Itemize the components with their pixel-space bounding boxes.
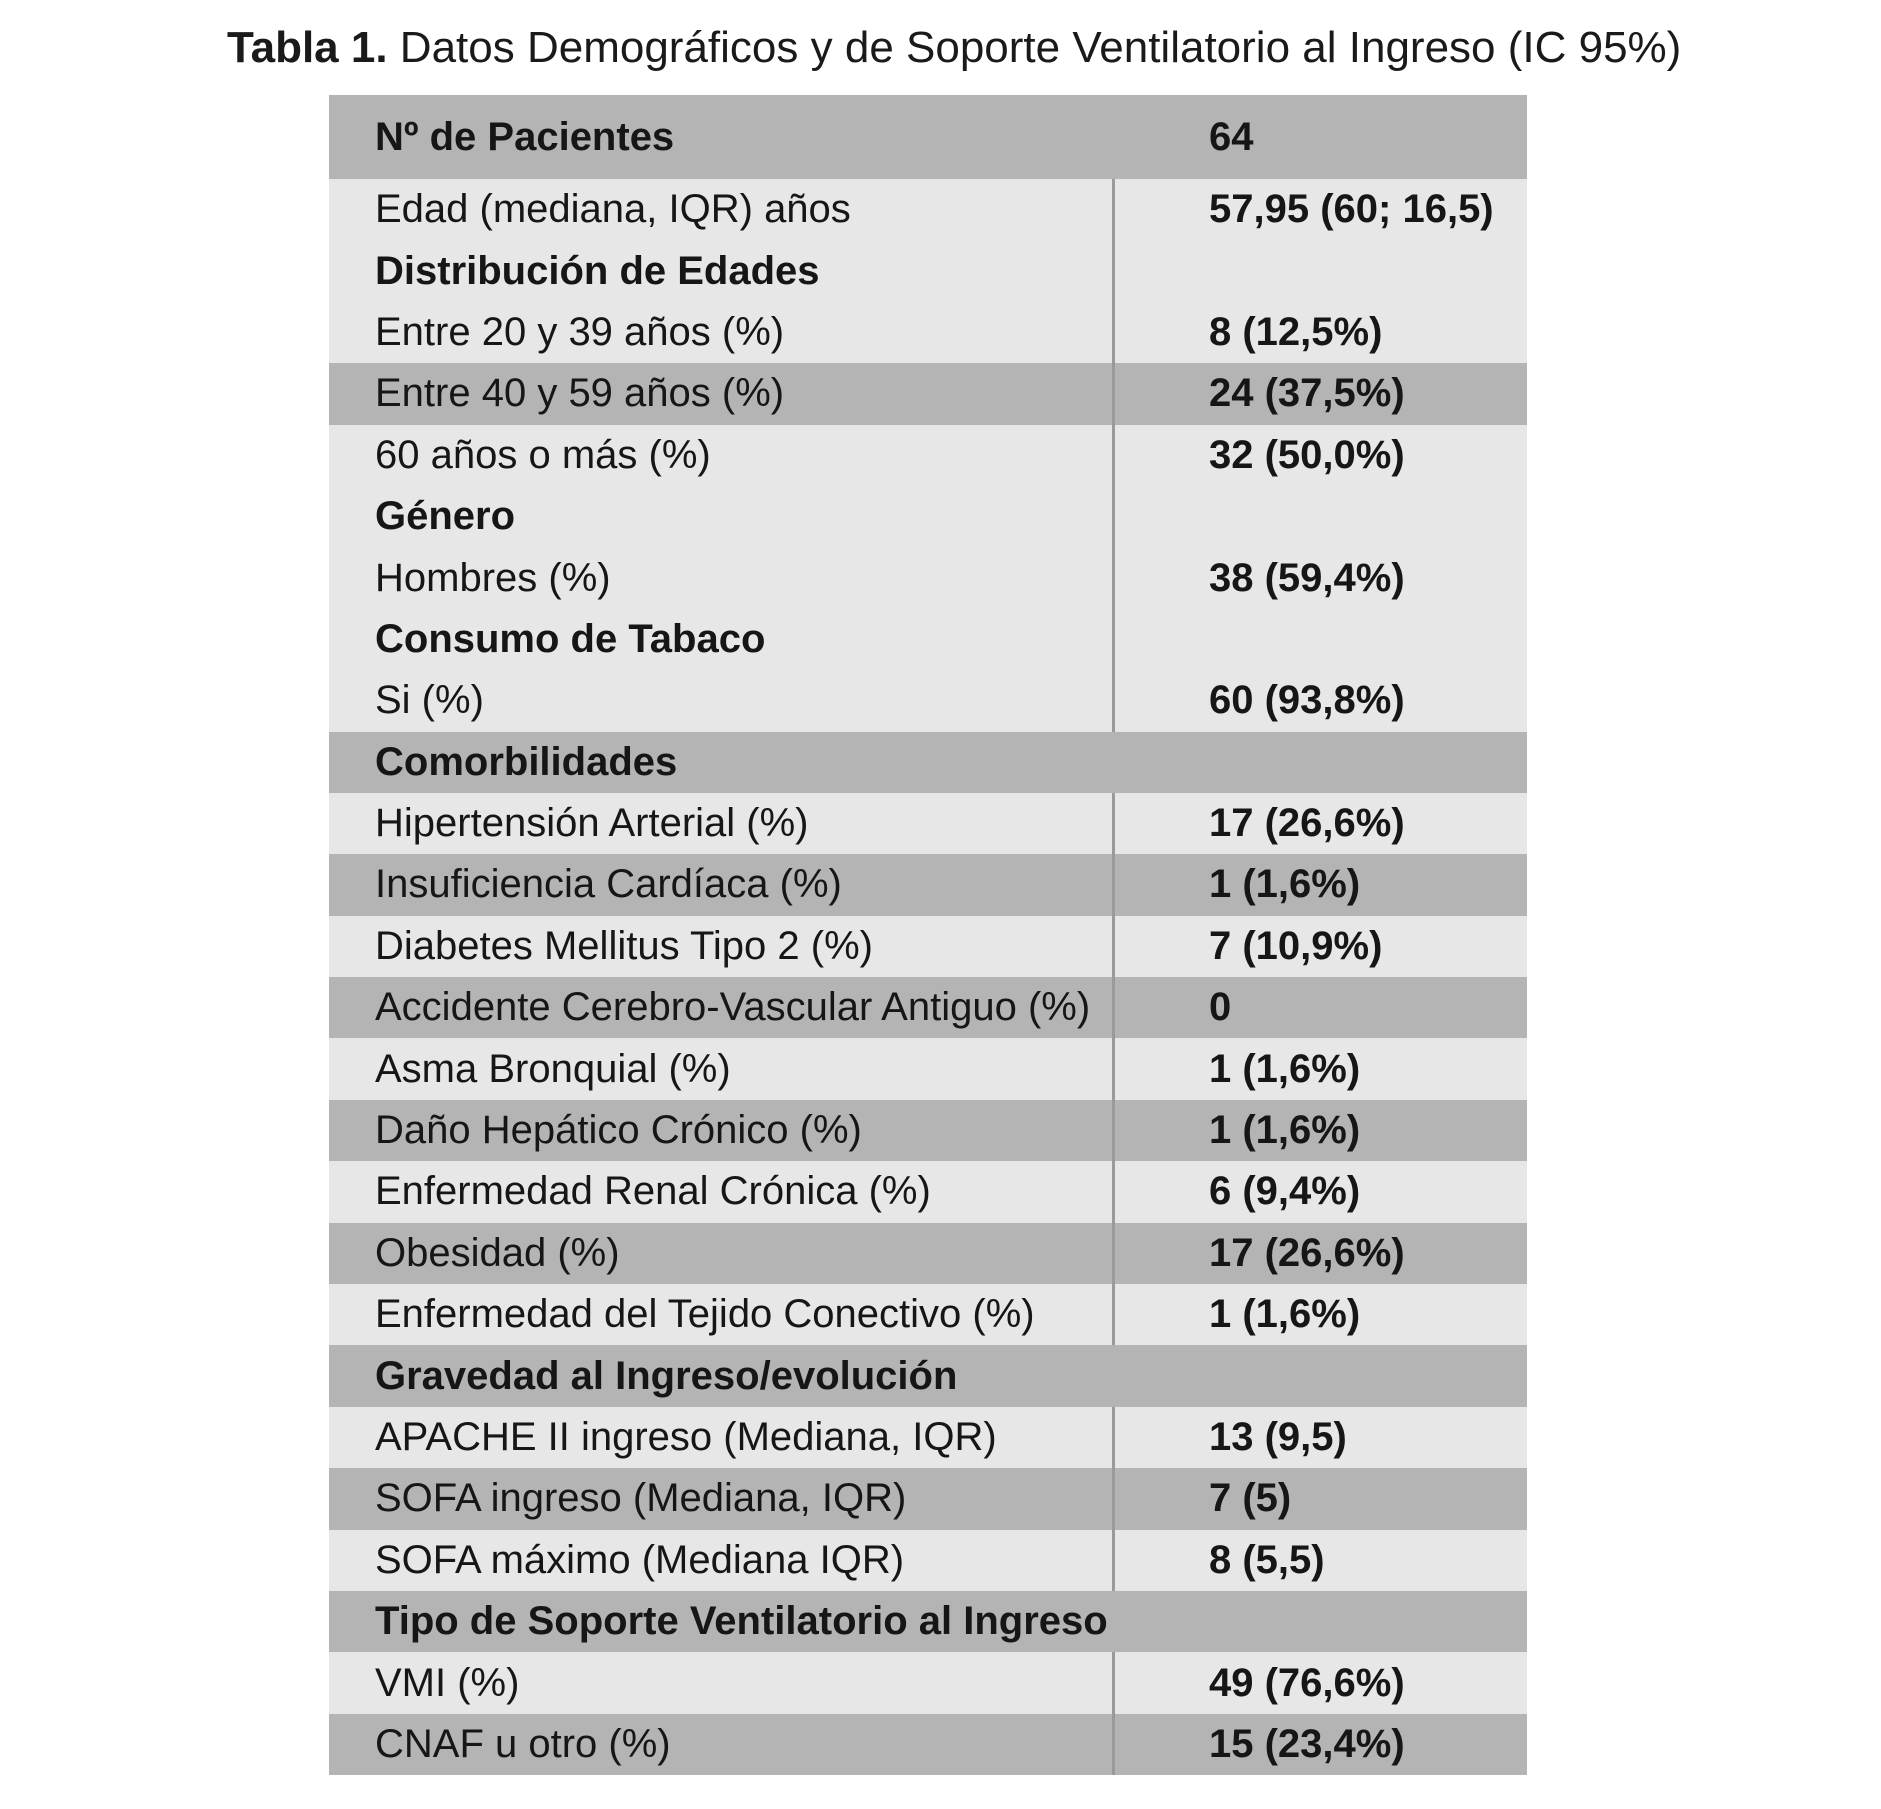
caption-label: Tabla 1. bbox=[227, 23, 388, 72]
table-body bbox=[329, 179, 1527, 1775]
section-heading: Comorbilidades bbox=[375, 739, 678, 784]
row-label: CNAF u otro (%) bbox=[329, 1714, 1115, 1775]
row-label: SOFA máximo (Mediana IQR) bbox=[329, 1530, 1115, 1591]
table-row bbox=[329, 977, 1527, 1038]
row-value: 6 (9,4%) bbox=[1209, 1169, 1361, 1214]
table-row bbox=[329, 425, 1527, 486]
row-value: 32 (50,0%) bbox=[1209, 432, 1405, 477]
section-heading: Consumo de Tabaco bbox=[329, 609, 1115, 670]
row-label: Edad (mediana, IQR) años bbox=[329, 179, 1115, 240]
table-header-row bbox=[329, 95, 1527, 179]
row-label: Hipertensión Arterial (%) bbox=[329, 793, 1115, 854]
row-label: Accidente Cerebro-Vascular Antiguo (%) bbox=[329, 977, 1115, 1038]
table-caption bbox=[227, 18, 1681, 78]
table-row bbox=[329, 1714, 1527, 1775]
row-value: 1 (1,6%) bbox=[1209, 1046, 1361, 1091]
row-label: SOFA ingreso (Mediana, IQR) bbox=[329, 1468, 1115, 1529]
row-label: Insuficiencia Cardíaca (%) bbox=[329, 854, 1115, 915]
row-label: Obesidad (%) bbox=[329, 1223, 1115, 1284]
section-heading: Gravedad al Ingreso/evolución bbox=[375, 1353, 958, 1398]
section-heading: Género bbox=[329, 486, 1115, 547]
table-row bbox=[329, 1468, 1527, 1529]
row-label: Daño Hepático Crónico (%) bbox=[329, 1100, 1115, 1161]
header-value: 64 bbox=[1209, 114, 1254, 159]
row-value: 15 (23,4%) bbox=[1209, 1721, 1405, 1766]
table-section-row bbox=[329, 1345, 1527, 1406]
row-value bbox=[1115, 1591, 1527, 1652]
row-label: Enfermedad Renal Crónica (%) bbox=[329, 1161, 1115, 1222]
table-row bbox=[329, 1407, 1527, 1468]
row-value: 38 (59,4%) bbox=[1209, 555, 1405, 600]
table-section-row bbox=[329, 609, 1527, 670]
table-section-row bbox=[329, 240, 1527, 301]
row-value: 0 bbox=[1209, 985, 1232, 1030]
table-row bbox=[329, 547, 1527, 608]
row-label: Hombres (%) bbox=[329, 547, 1115, 608]
header-label: Nº de Pacientes bbox=[375, 114, 675, 159]
row-label: Diabetes Mellitus Tipo 2 (%) bbox=[329, 916, 1115, 977]
table-section-row bbox=[329, 1591, 1527, 1652]
row-value: 1 (1,6%) bbox=[1209, 862, 1361, 907]
caption-text: Datos Demográficos y de Soporte Ventilatorio al Ingreso (IC 95%) bbox=[387, 23, 1682, 72]
row-value bbox=[1115, 486, 1527, 547]
row-value: 60 (93,8%) bbox=[1209, 678, 1405, 723]
row-label: Si (%) bbox=[329, 670, 1115, 731]
row-value: 7 (5) bbox=[1209, 1476, 1292, 1521]
table-row bbox=[329, 1530, 1527, 1591]
table-row bbox=[329, 1652, 1527, 1713]
row-label: VMI (%) bbox=[329, 1652, 1115, 1713]
row-value bbox=[1115, 609, 1527, 670]
row-value: 8 (12,5%) bbox=[1209, 309, 1383, 354]
table-section-row bbox=[329, 732, 1527, 793]
row-label: Asma Bronquial (%) bbox=[329, 1038, 1115, 1099]
row-value bbox=[1115, 240, 1527, 301]
table-row bbox=[329, 670, 1527, 731]
row-value: 57,95 (60; 16,5) bbox=[1209, 187, 1494, 232]
row-label: Enfermedad del Tejido Conectivo (%) bbox=[329, 1284, 1115, 1345]
table-section-row bbox=[329, 486, 1527, 547]
table-row bbox=[329, 1223, 1527, 1284]
row-value: 17 (26,6%) bbox=[1209, 1230, 1405, 1275]
table-row bbox=[329, 916, 1527, 977]
row-value: 24 (37,5%) bbox=[1209, 371, 1405, 416]
row-value: 8 (5,5) bbox=[1209, 1537, 1325, 1582]
table-row bbox=[329, 1284, 1527, 1345]
row-value: 13 (9,5) bbox=[1209, 1415, 1347, 1459]
table-row bbox=[329, 1100, 1527, 1161]
table-row bbox=[329, 363, 1527, 424]
row-value: 49 (76,6%) bbox=[1209, 1660, 1405, 1705]
table-row bbox=[329, 302, 1527, 363]
row-value bbox=[1115, 1345, 1527, 1406]
row-value bbox=[1115, 732, 1527, 793]
table-row bbox=[329, 179, 1527, 240]
table-row bbox=[329, 1161, 1527, 1222]
table-row bbox=[329, 1038, 1527, 1099]
section-heading: Tipo de Soporte Ventilatorio al Ingreso bbox=[375, 1599, 1108, 1644]
section-heading: Distribución de Edades bbox=[329, 240, 1115, 301]
row-label: 60 años o más (%) bbox=[329, 425, 1115, 486]
row-label: Entre 20 y 39 años (%) bbox=[329, 302, 1115, 363]
table-row bbox=[329, 854, 1527, 915]
row-label: Entre 40 y 59 años (%) bbox=[329, 363, 1115, 424]
demographics-table bbox=[329, 95, 1527, 1775]
row-value: 1 (1,6%) bbox=[1209, 1108, 1361, 1153]
row-value: 7 (10,9%) bbox=[1209, 923, 1383, 968]
row-label: APACHE II ingreso (Mediana, IQR) bbox=[329, 1407, 1115, 1468]
table-row bbox=[329, 793, 1527, 854]
row-value: 17 (26,6%) bbox=[1209, 801, 1405, 846]
row-value: 1 (1,6%) bbox=[1209, 1292, 1361, 1337]
